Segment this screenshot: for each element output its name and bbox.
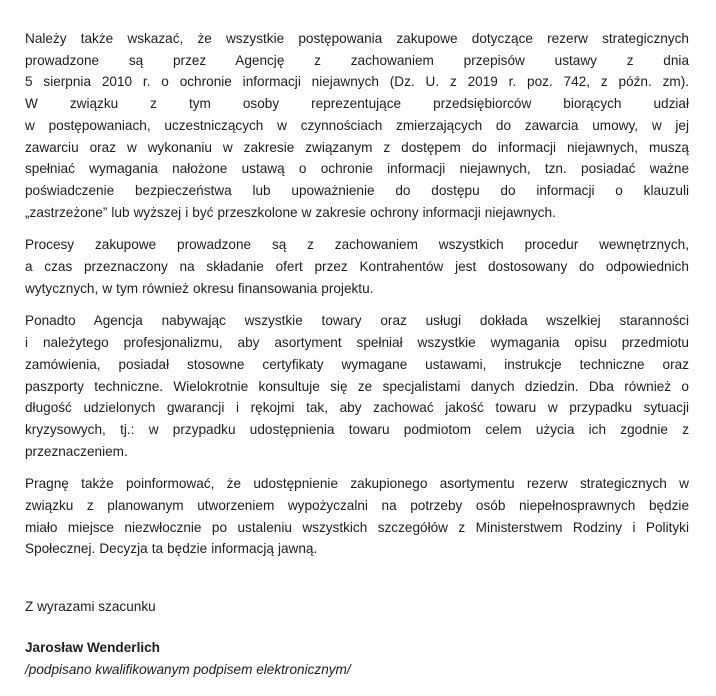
text-line: zamówienia, posiadał stosowne certyfikaty wymagane ustawami, instrukcje techniczne oraz [25, 356, 689, 372]
text-line: 5 sierpnia 2010 r. o ochronie informacji niejawnych (Dz. U. z 2019 r. poz. 742, z późn. zm). [25, 74, 689, 90]
text-line: Należy także wskazać, że wszystkie postępowania zakupowe dotyczące rezerw strategicznych [25, 31, 689, 46]
text-line: spełniać wymagania nałożone ustawą o ochronie informacji niejawnych, tzn. posiadać ważne [25, 161, 689, 177]
text-line: paszporty techniczne. Wielokrotnie konsultuje się ze specjalistami danych dziedzin. Dba również o [25, 378, 689, 394]
signature-name: Jarosław Wenderlich [25, 639, 160, 655]
paragraph [25, 473, 689, 560]
text-line: przeznaczeniem. [25, 443, 128, 459]
text-line: poświadczenie bezpieczeństwa lub upoważnienie do dostępu do informacji o klauzuli [25, 182, 689, 198]
paragraph [25, 234, 689, 299]
closing-salutation: Z wyrazami szacunku [25, 599, 156, 615]
text-line: W związku z tym osoby reprezentujące przedsiębiorców biorących udział [25, 96, 689, 112]
text-line: Pragnę także poinformować, że udostępnienie zakupionego asortymentu rezerw strategicznych w [25, 476, 689, 492]
text-line: i należytego profesjonalizmu, aby asortyment spełniał wszystkie wymagania opisu przedmiotu [25, 335, 689, 351]
text-line: wytycznych, w tym również okresu finansowania projektu. [25, 280, 374, 296]
text-line: Procesy zakupowe prowadzone są z zachowaniem wszystkich procedur wewnętrznych, [25, 237, 689, 253]
letter-body [25, 28, 689, 560]
text-line: kryzysowych, tj.: w przypadku udostępnienia towaru podmiotom celem użycia ich zgodnie z [25, 421, 689, 437]
text-line: Ponadto Agencja nabywając wszystkie towary oraz usługi dokłada wszelkiej staranności [25, 313, 689, 329]
text-line: związku z planowanym utworzeniem wypożyczalni na potrzeby osób niepełnosprawnych będzie [25, 498, 689, 514]
paragraph [25, 28, 689, 223]
text-line: długość udzielonych gwarancji i rękojmi tak, aby zachować jakość towaru w przypadku sytuacji [25, 400, 689, 416]
signature-note: /podpisano kwalifikowanym podpisem elektronicznym/ [25, 661, 351, 677]
text-line: prowadzone są przez Agencję z zachowaniem przepisów ustawy z dnia [25, 52, 689, 68]
text-line: zawarciu oraz w wykonaniu w zakresie związanym z dostępem do informacji niejawnych, muszą [25, 139, 689, 155]
text-line: a czas przeznaczony na składanie ofert przez Kontrahentów jest dostosowany do odpowiednich [25, 259, 689, 275]
text-line: „zastrzeżone” lub wyższej i być przeszkolone w zakresie ochrony informacji niejawnych. [25, 204, 556, 220]
text-line: w postępowaniach, uczestniczących w czynnościach zmierzających do zawarcia umowy, w jej [25, 117, 689, 133]
text-line: Społecznej. Decyzja ta będzie informacją jawną. [25, 541, 318, 557]
text-line: miało miejsce niezwłocznie po ustaleniu wszystkich szczegółów z Ministerstwem Rodziny i Polityki [25, 519, 689, 535]
paragraph [25, 310, 689, 462]
